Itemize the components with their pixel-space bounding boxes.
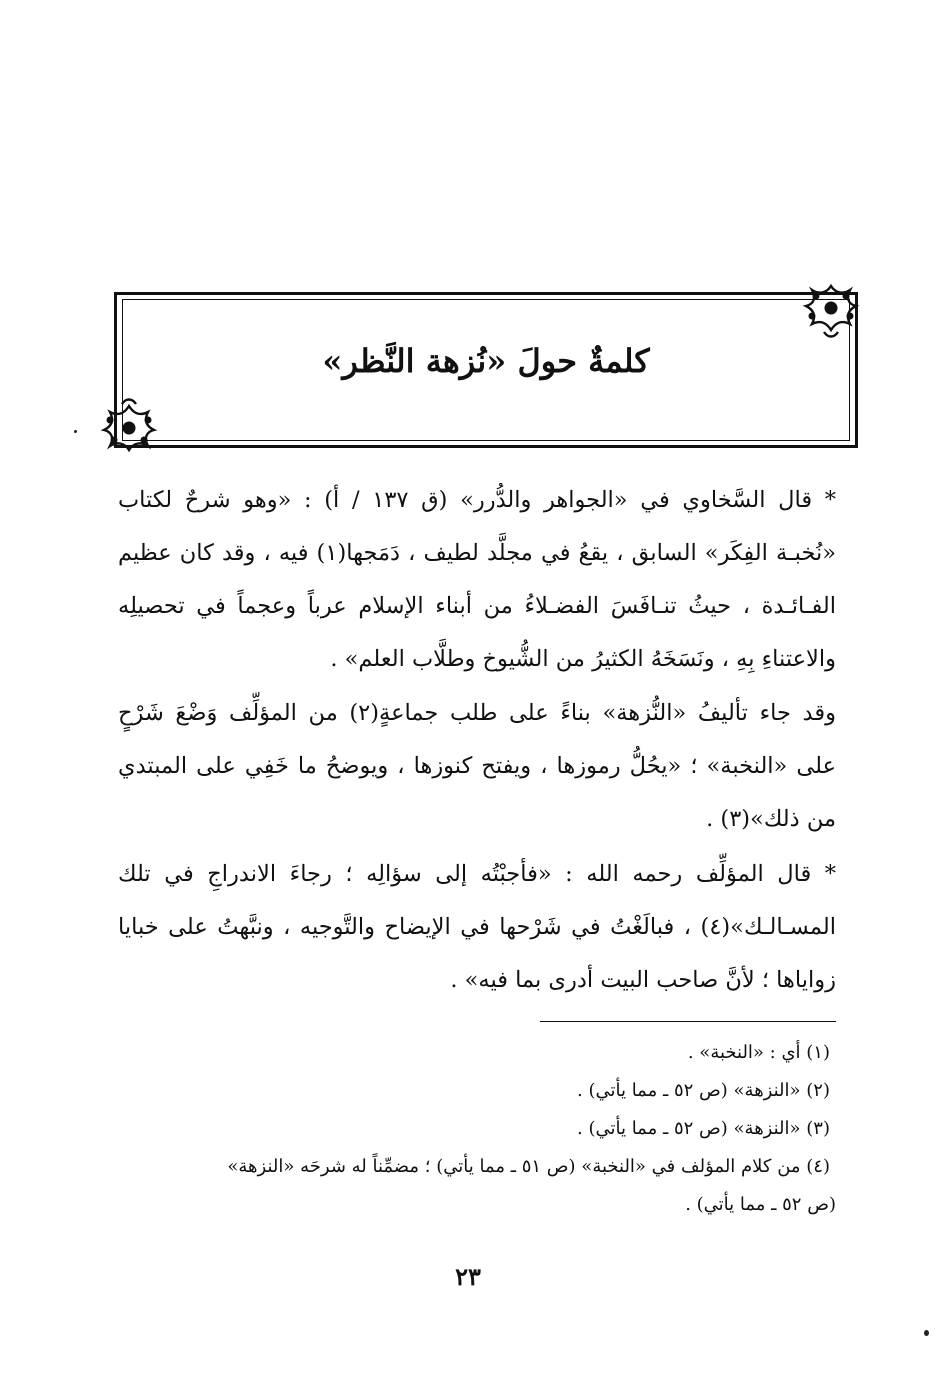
chapter-title: كلمةٌ حولَ «نُزهة النَّظر» bbox=[322, 342, 650, 380]
page-number: ٢٣ bbox=[455, 1262, 481, 1291]
paragraph bbox=[118, 474, 836, 686]
footnote: (٤) من كلام المؤلف في «النخبة» (ص ٥١ ـ مما يأتي) ؛ مضمِّناً له شرحَه «النزهة» bbox=[227, 1156, 830, 1177]
floral-ornament-icon bbox=[98, 392, 160, 454]
text-line: والاعتناءِ بِهِ ، ونَسَخَهُ الكثيرُ من الشُّيوخ وطلَّاب العلم» . bbox=[330, 646, 836, 672]
text-line: زواياها ؛ لأنَّ صاحب البيت أدرى بما فيه» . bbox=[450, 967, 836, 993]
footnote: (١) أي : «النخبة» . bbox=[687, 1042, 830, 1063]
text-line: * قال السَّخاوي في «الجواهر والدُّرر» (ق ١٣٧ / أ) : «وهو شرحٌ لكتاب bbox=[118, 487, 836, 513]
text-line: الفـائـدة ، حيثُ تنـافَسَ الفضـلاءُ من أبناء الإسلام عرباً وعجماً في تحصيلِه bbox=[118, 593, 836, 619]
floral-ornament-icon bbox=[800, 282, 862, 344]
paragraph bbox=[118, 848, 836, 1007]
footnote: (٢) «النزهة» (ص ٥٢ ـ مما يأتي) . bbox=[577, 1080, 830, 1101]
text-line: * قال المؤلِّف رحمه الله : «فأجبْتُه إلى سؤالِه ؛ رجاءَ الاندراجِ في تلك bbox=[118, 861, 836, 887]
text-line: المسـالـك»(٤) ، فبالَغْتُ في شَرْحها في الإيضاح والتَّوجيه ، ونبَّهتُ على خبايا bbox=[118, 914, 836, 940]
text-line: من ذلك»(٣) . bbox=[706, 806, 836, 832]
footnotes bbox=[118, 1034, 836, 1224]
text-line: على «النخبة» ؛ «يحُلُّ رموزها ، ويفتح كنوزها ، ويوضحُ ما خَفِي على المبتدي bbox=[118, 753, 836, 779]
scan-speck bbox=[924, 1330, 929, 1336]
footnote-continuation: (ص ٥٢ ـ مما يأتي) . bbox=[685, 1194, 836, 1215]
footnote-divider bbox=[540, 1021, 836, 1022]
footnote: (٣) «النزهة» (ص ٥٢ ـ مما يأتي) . bbox=[577, 1118, 830, 1139]
text-line: وقد جاء تأليفُ «النُّزهة» بناءً على طلب جماعةٍ(٢) من المؤلِّف وَضْعَ شَرْحٍ bbox=[118, 700, 836, 726]
text-line: «نُخبـة الفِكَر» السابق ، يقعُ في مجلَّد لطيف ، دَمَجها(١) فيه ، وقد كان عظيم bbox=[118, 540, 836, 566]
paragraph bbox=[118, 687, 836, 846]
scan-speck bbox=[74, 430, 77, 433]
